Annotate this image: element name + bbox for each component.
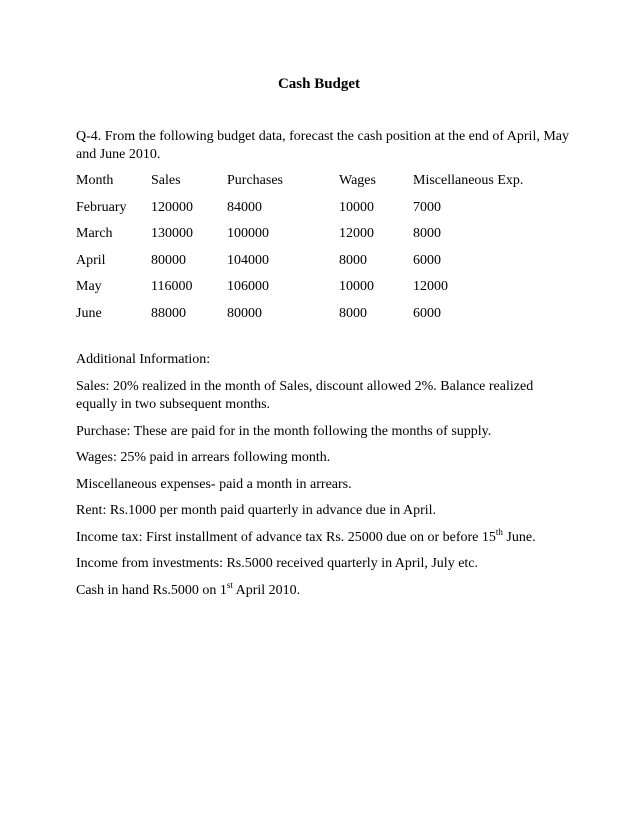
table-cell: 10000 <box>339 279 374 294</box>
cash-text-end: April 2010. <box>232 582 301 598</box>
table-cell: 100000 <box>227 226 269 241</box>
table-row <box>76 278 571 305</box>
table-header-row <box>76 172 571 199</box>
income-tax-ordinal: th <box>495 526 503 537</box>
cash-info <box>76 579 571 600</box>
income-tax-text-end: June. <box>502 529 536 545</box>
table-cell: 12000 <box>413 279 448 294</box>
table-cell: 80000 <box>151 252 186 268</box>
budget-table <box>76 172 571 331</box>
table-cell: 84000 <box>227 199 262 215</box>
header-month: Month <box>76 173 114 188</box>
income-tax-text: Income tax: First installment of advance tax Rs. 25000 due on or before 15 <box>76 529 496 545</box>
table-cell: 12000 <box>339 226 374 241</box>
table-cell: 10000 <box>339 199 374 215</box>
header-wages: Wages <box>339 173 376 188</box>
table-cell: 130000 <box>151 226 193 241</box>
table-cell: 120000 <box>151 199 193 215</box>
additional-info-heading: Additional Information: <box>76 352 211 367</box>
table-cell: March <box>76 226 113 241</box>
table-cell: April <box>76 252 106 268</box>
table-cell: 116000 <box>151 279 193 294</box>
document-title: Cash Budget <box>277 76 361 92</box>
cash-ordinal: st <box>226 579 233 590</box>
table-cell: 7000 <box>413 199 441 215</box>
table-cell: 80000 <box>227 305 262 321</box>
wages-info: Wages: 25% paid in arrears following month. <box>76 450 331 465</box>
misc-info: Miscellaneous expenses- paid a month in arrears. <box>76 476 352 492</box>
table-row <box>76 305 571 332</box>
additional-information <box>76 351 571 608</box>
table-cell: 6000 <box>413 305 441 321</box>
header-sales: Sales <box>151 173 181 188</box>
sales-info: Sales: 20% realized in the month of Sales, discount allowed 2%. Balance realized equally in two subsequent months. <box>76 379 534 412</box>
table-cell: 106000 <box>227 279 269 294</box>
investments-info: Income from investments: Rs.5000 received quarterly in April, July etc. <box>76 556 479 571</box>
table-row <box>76 252 571 279</box>
header-purchases: Purchases <box>227 173 283 188</box>
purchase-info: Purchase: These are paid for in the month following the months of supply. <box>76 423 492 439</box>
table-cell: 8000 <box>339 252 367 268</box>
table-cell: June <box>76 305 102 321</box>
table-cell: 8000 <box>413 226 441 241</box>
table-row <box>76 225 571 252</box>
table-cell: 6000 <box>413 252 441 268</box>
header-misc-exp: Miscellaneous Exp. <box>413 173 524 188</box>
table-cell: 8000 <box>339 305 367 321</box>
income-tax-info <box>76 526 571 547</box>
table-cell: February <box>76 199 127 215</box>
question-text: Q-4. From the following budget data, forecast the cash position at the end of April, May and June 2010. <box>76 129 570 162</box>
rent-info: Rent: Rs.1000 per month paid quarterly in advance due in April. <box>76 503 437 518</box>
table-row <box>76 199 571 226</box>
table-cell: 104000 <box>227 252 269 268</box>
table-cell: May <box>76 279 102 294</box>
table-cell: 88000 <box>151 305 186 321</box>
cash-text: Cash in hand Rs.5000 on 1 <box>76 582 227 598</box>
